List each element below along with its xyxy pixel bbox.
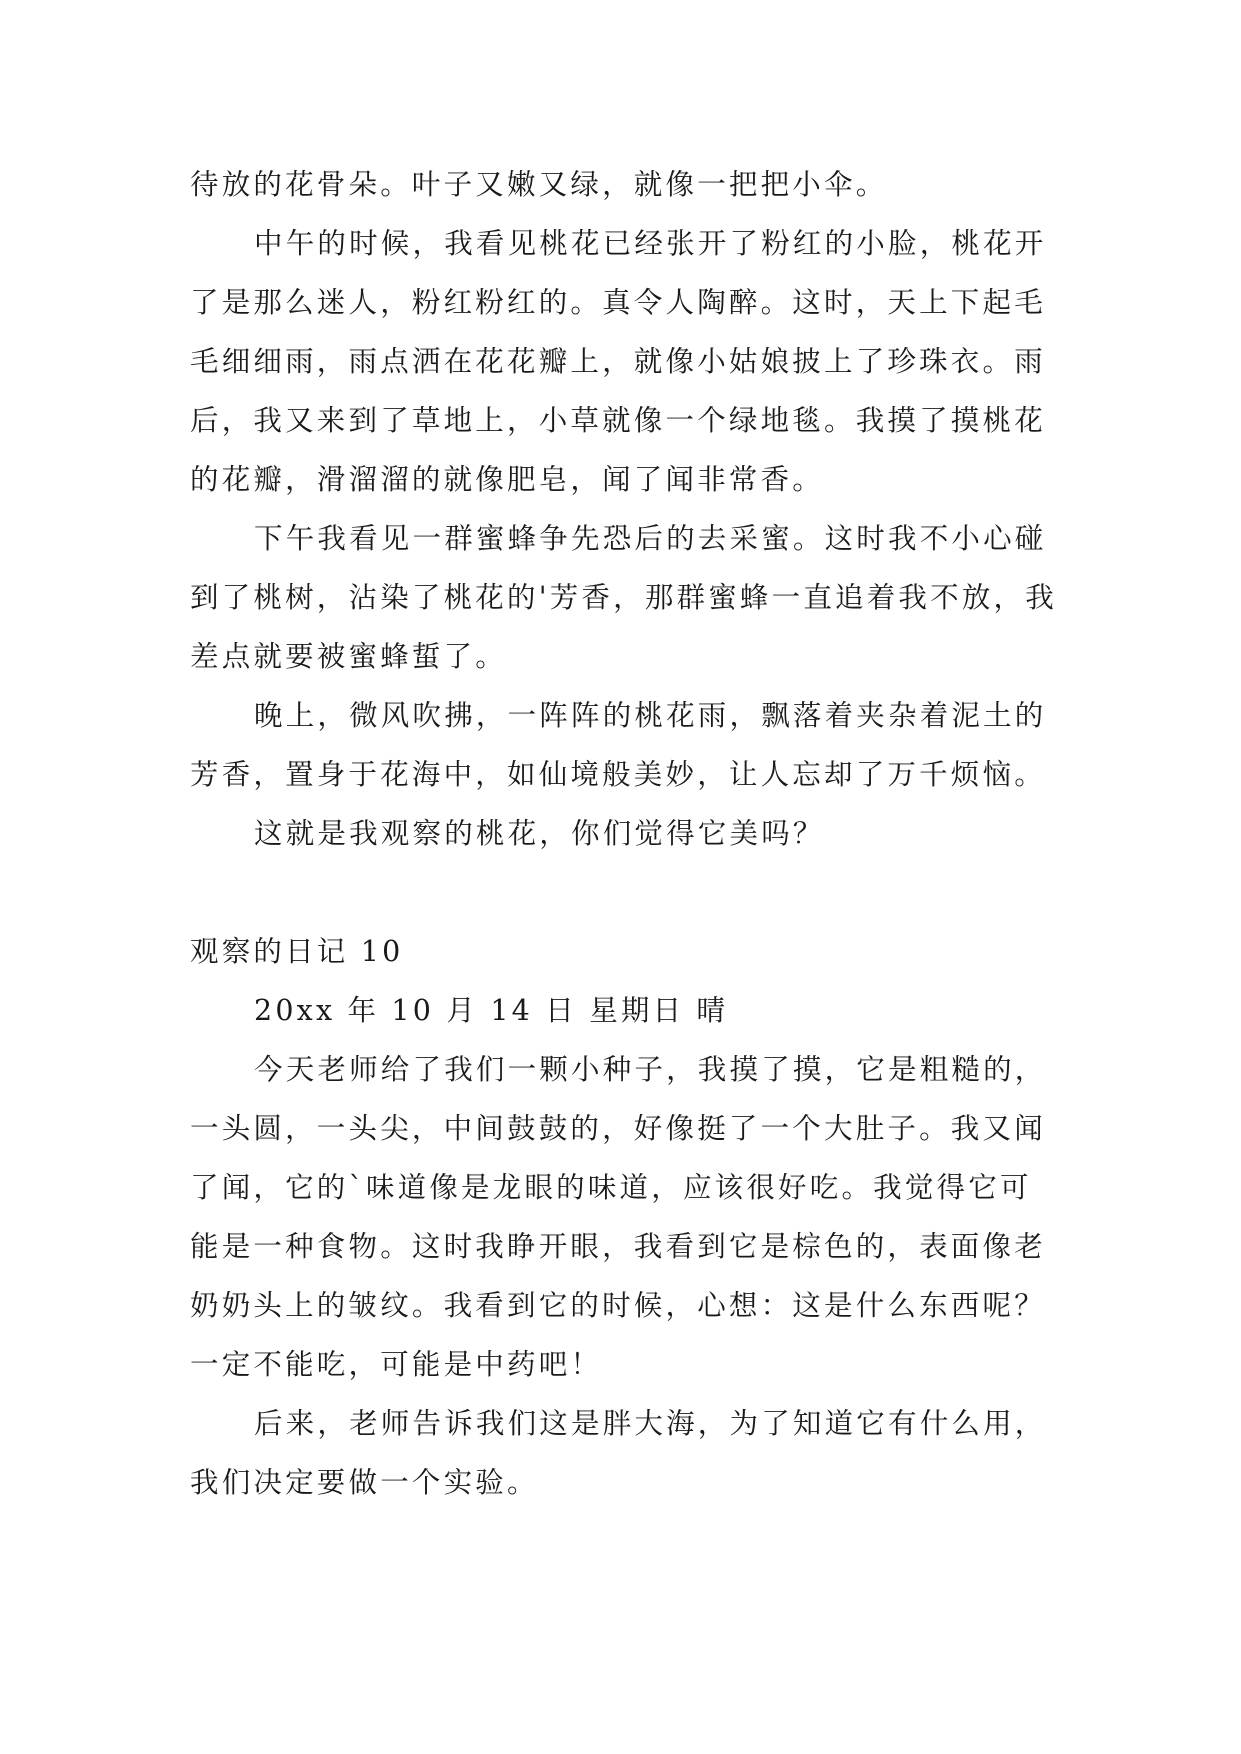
document-body — [190, 155, 1060, 1512]
paragraph-continuation: 待放的花骨朵。叶子又嫩又绿，就像一把把小伞。 — [190, 168, 888, 201]
paragraph-closing: 这就是我观察的桃花，你们觉得它美吗？ — [254, 817, 825, 850]
paragraph-seed: 今天老师给了我们一颗小种子，我摸了摸，它是粗糙的，一头圆，一头尖，中间鼓鼓的，好像挺了一个大肚子。我又闻了闻，它的`味道像是龙眼的味道，应该很好吃。我觉得它可能是一种食物。这时我睁开眼，我看到它是棕色的，表面像老奶奶头上的皱纹。我看到它的时候，心想：这是什么东西呢？一定不能吃，可能是中药吧！ — [190, 1053, 1047, 1381]
section-gap — [190, 863, 1060, 922]
date-line: 20xx 年 10 月 14 日 星期日 晴 — [254, 994, 729, 1027]
paragraph-noon: 中午的时候，我看见桃花已经张开了粉红的小脸，桃花开了是那么迷人，粉红粉红的。真令人陶醉。这时，天上下起毛毛细细雨，雨点洒在花花瓣上，就像小姑娘披上了珍珠衣。雨后，我又来到了草地上，小草就像一个绿地毯。我摸了摸桃花的花瓣，滑溜溜的就像肥皂，闻了闻非常香。 — [190, 227, 1047, 496]
paragraph-evening: 晚上，微风吹拂，一阵阵的桃花雨，飘落着夹杂着泥土的芳香，置身于花海中，如仙境般美妙，让人忘却了万千烦恼。 — [190, 699, 1047, 791]
paragraph-afternoon: 下午我看见一群蜜蜂争先恐后的去采蜜。这时我不小心碰到了桃树，沾染了桃花的'芳香，那群蜜蜂一直追着我不放，我差点就要被蜜蜂蜇了。 — [190, 522, 1057, 673]
paragraph-experiment: 后来，老师告诉我们这是胖大海，为了知道它有什么用，我们决定要做一个实验。 — [190, 1407, 1047, 1499]
section-title: 观察的日记 10 — [190, 935, 404, 968]
